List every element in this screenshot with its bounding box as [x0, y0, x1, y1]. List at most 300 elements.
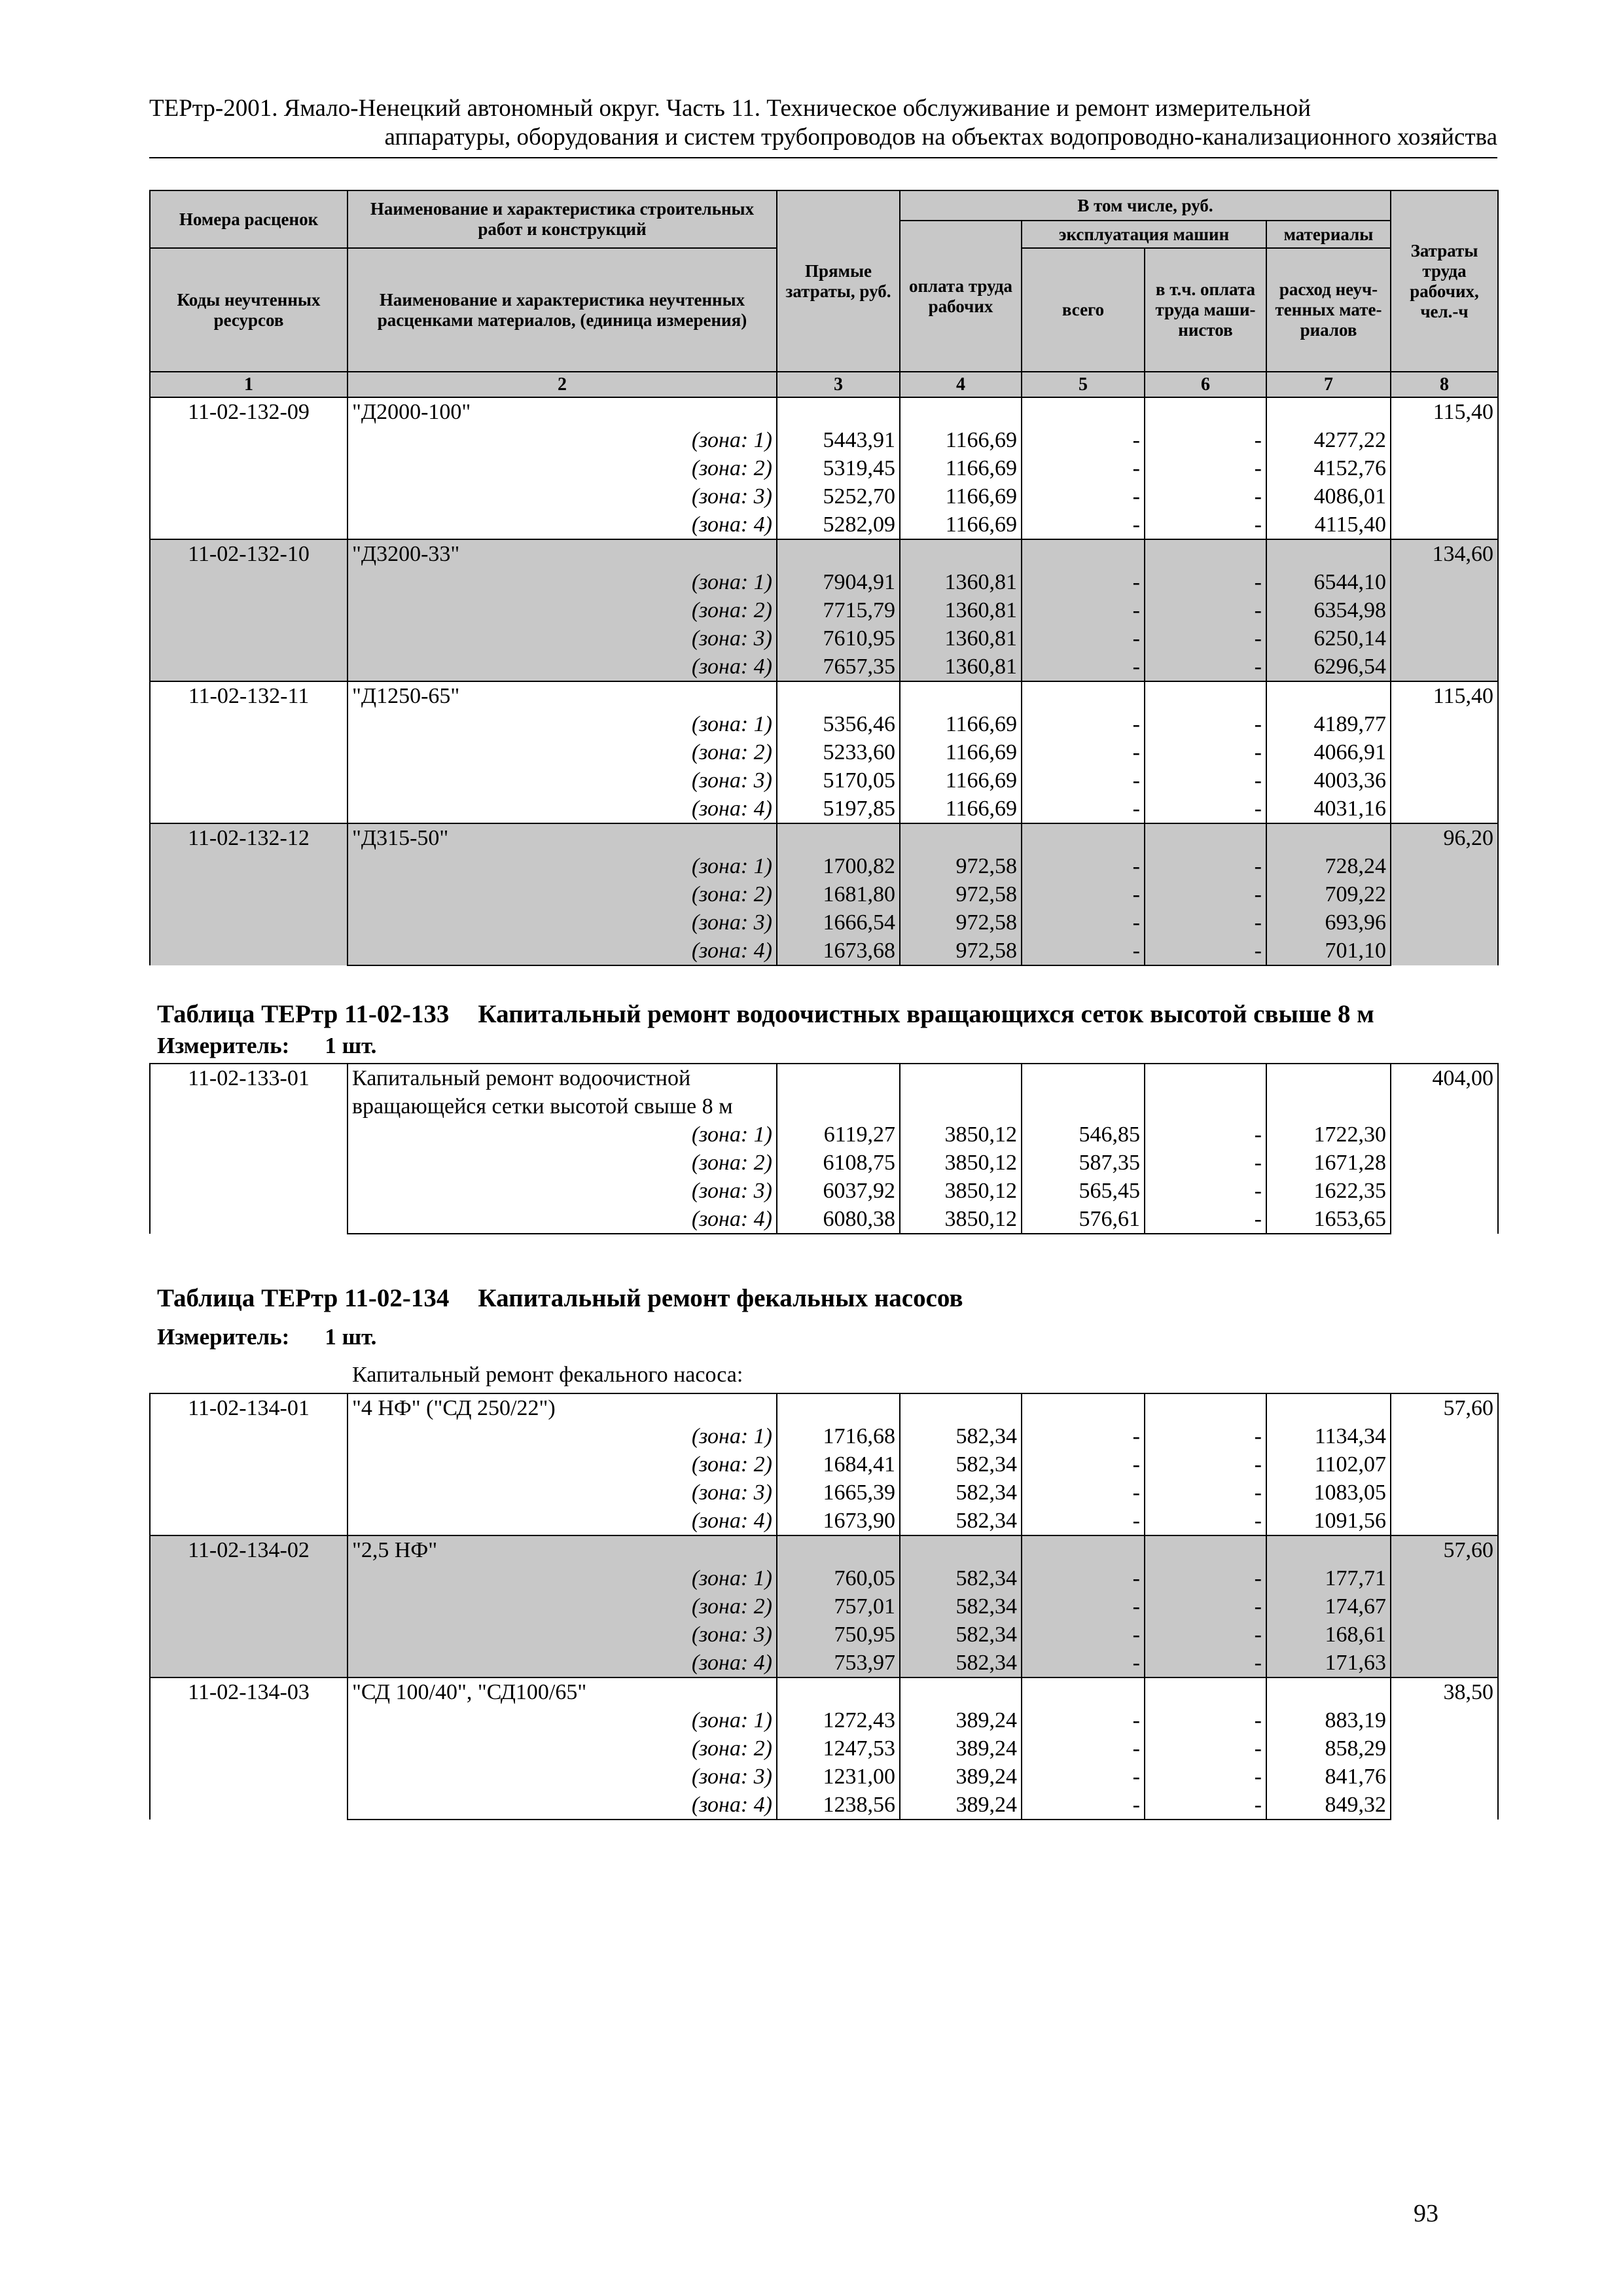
direct-costs: 1247,53	[777, 1734, 900, 1763]
machines-total: 546,85	[1022, 1121, 1145, 1149]
direct-costs: 1673,68	[777, 937, 900, 965]
direct-costs: 1684,41	[777, 1450, 900, 1479]
empty-cell	[777, 539, 900, 568]
direct-costs: 6119,27	[777, 1121, 900, 1149]
column-number: 2	[348, 372, 777, 397]
machinists-pay: -	[1145, 1621, 1266, 1649]
table-row	[150, 710, 1498, 738]
table-row	[150, 908, 1498, 937]
unaccounted-materials: 4277,22	[1266, 426, 1391, 454]
labor-pay: 1360,81	[900, 568, 1022, 596]
labor-pay: 972,58	[900, 852, 1022, 880]
empty-cell	[1145, 1677, 1266, 1706]
empty-cell	[1022, 397, 1145, 426]
rate-name: "2,5 НФ"	[348, 1535, 777, 1564]
table-row	[150, 482, 1498, 511]
table-row	[150, 1706, 1498, 1734]
direct-costs: 5170,05	[777, 766, 900, 795]
unaccounted-materials: 841,76	[1266, 1763, 1391, 1791]
empty-cell	[1266, 823, 1391, 852]
table-row	[150, 397, 1498, 426]
machinists-pay: -	[1145, 766, 1266, 795]
header-materials: материалы	[1266, 221, 1391, 248]
empty-cell	[900, 681, 1022, 710]
table-row	[150, 1450, 1498, 1479]
header-rate-numbers: Номера расценок	[150, 190, 348, 248]
labor-pay: 582,34	[900, 1507, 1022, 1535]
labor-pay: 582,34	[900, 1564, 1022, 1592]
table-134-title	[157, 1283, 963, 1314]
unaccounted-materials: 168,61	[1266, 1621, 1391, 1649]
unaccounted-materials: 4152,76	[1266, 454, 1391, 482]
table-row	[150, 1564, 1498, 1592]
rate-code: 11-02-134-03	[150, 1677, 348, 1820]
table-134-intro: Капитальный ремонт фекального насоса:	[352, 1363, 743, 1387]
labor-pay: 1166,69	[900, 738, 1022, 766]
table-133-measure	[157, 1032, 376, 1060]
header-work-name: Наименование и характеристика строительных работ и конструкций	[348, 190, 777, 248]
table-row	[150, 823, 1498, 852]
unaccounted-materials: 1083,05	[1266, 1479, 1391, 1507]
labor-pay: 1166,69	[900, 710, 1022, 738]
machinists-pay: -	[1145, 624, 1266, 653]
rate-code: 11-02-132-10	[150, 539, 348, 681]
unaccounted-materials: 883,19	[1266, 1706, 1391, 1734]
machinists-pay: -	[1145, 908, 1266, 937]
empty-cell	[900, 1393, 1022, 1422]
header-including: В том числе, руб.	[900, 190, 1391, 221]
header-line-2: аппаратуры, оборудования и систем трубопроводов на объектах водопроводно-канализационного хозяйства	[384, 124, 1497, 151]
zone-label: (зона: 3)	[348, 482, 777, 511]
table-row	[150, 880, 1498, 908]
direct-costs: 7610,95	[777, 624, 900, 653]
direct-costs: 5252,70	[777, 482, 900, 511]
table-row	[150, 1205, 1498, 1234]
rate-name: "Д315-50"	[348, 823, 777, 852]
table-row	[150, 937, 1498, 965]
header-machines-total: всего	[1022, 248, 1145, 372]
direct-costs: 750,95	[777, 1621, 900, 1649]
machinists-pay: -	[1145, 511, 1266, 539]
table-row	[150, 1177, 1498, 1205]
direct-costs: 5197,85	[777, 795, 900, 823]
rates-table-133	[149, 1063, 1499, 1234]
empty-cell	[1266, 1064, 1391, 1121]
header-machinists-pay: в т.ч. оплата труда маши-нистов	[1145, 248, 1266, 372]
header-line-1: ТЕРтр-2001. Ямало-Ненецкий автономный округ. Часть 11. Техническое обслуживание и ремонт измерительной	[149, 95, 1311, 122]
direct-costs: 6108,75	[777, 1149, 900, 1177]
machinists-pay: -	[1145, 1422, 1266, 1450]
header-rule	[149, 157, 1497, 158]
zone-label: (зона: 4)	[348, 795, 777, 823]
labor-hours: 38,50	[1391, 1677, 1498, 1820]
rate-name: Капитальный ремонт водоочистной вращающейся сетки высотой свыше 8 м	[348, 1064, 777, 1121]
table-row	[150, 1479, 1498, 1507]
labor-pay: 1360,81	[900, 653, 1022, 681]
rates-table-132	[149, 190, 1499, 966]
machines-total: -	[1022, 624, 1145, 653]
unaccounted-materials: 6354,98	[1266, 596, 1391, 624]
labor-pay: 1360,81	[900, 596, 1022, 624]
labor-pay: 1360,81	[900, 624, 1022, 653]
labor-pay: 972,58	[900, 880, 1022, 908]
machines-total: -	[1022, 511, 1145, 539]
machinists-pay: -	[1145, 852, 1266, 880]
direct-costs: 1716,68	[777, 1422, 900, 1450]
machines-total: 565,45	[1022, 1177, 1145, 1205]
machinists-pay: -	[1145, 596, 1266, 624]
unaccounted-materials: 1653,65	[1266, 1205, 1391, 1234]
empty-cell	[1145, 539, 1266, 568]
machines-total: -	[1022, 1450, 1145, 1479]
empty-cell	[900, 1677, 1022, 1706]
table-row	[150, 1621, 1498, 1649]
labor-hours: 134,60	[1391, 539, 1498, 681]
measure-value: 1 шт.	[325, 1324, 377, 1350]
empty-cell	[1145, 1535, 1266, 1564]
empty-cell	[1266, 1393, 1391, 1422]
labor-pay: 3850,12	[900, 1121, 1022, 1149]
zone-label: (зона: 1)	[348, 1422, 777, 1450]
direct-costs: 1681,80	[777, 880, 900, 908]
unaccounted-materials: 849,32	[1266, 1791, 1391, 1820]
unaccounted-materials: 174,67	[1266, 1592, 1391, 1621]
table-row	[150, 1507, 1498, 1535]
machinists-pay: -	[1145, 568, 1266, 596]
column-number: 6	[1145, 372, 1266, 397]
unaccounted-materials: 1102,07	[1266, 1450, 1391, 1479]
rates-table-134	[149, 1393, 1499, 1820]
empty-cell	[1022, 823, 1145, 852]
direct-costs: 5233,60	[777, 738, 900, 766]
rate-name: "СД 100/40", "СД100/65"	[348, 1677, 777, 1706]
direct-costs: 6080,38	[777, 1205, 900, 1234]
empty-cell	[1022, 539, 1145, 568]
labor-pay: 582,34	[900, 1450, 1022, 1479]
column-number: 4	[900, 372, 1022, 397]
labor-hours: 115,40	[1391, 397, 1498, 539]
direct-costs: 1665,39	[777, 1479, 900, 1507]
machinists-pay: -	[1145, 1791, 1266, 1820]
labor-pay: 582,34	[900, 1592, 1022, 1621]
machines-total: -	[1022, 908, 1145, 937]
machines-total: -	[1022, 1422, 1145, 1450]
empty-cell	[777, 1393, 900, 1422]
table-row	[150, 1592, 1498, 1621]
table-133-code: Таблица ТЕРтр 11-02-133	[157, 1000, 450, 1028]
measure-label: Измеритель:	[157, 1324, 290, 1350]
labor-pay: 972,58	[900, 908, 1022, 937]
unaccounted-materials: 4189,77	[1266, 710, 1391, 738]
table-134-code: Таблица ТЕРтр 11-02-134	[157, 1284, 450, 1312]
machines-total: 587,35	[1022, 1149, 1145, 1177]
machines-total: -	[1022, 482, 1145, 511]
machines-total: -	[1022, 852, 1145, 880]
machines-total: -	[1022, 766, 1145, 795]
table-row	[150, 738, 1498, 766]
unaccounted-materials: 6296,54	[1266, 653, 1391, 681]
unaccounted-materials: 6250,14	[1266, 624, 1391, 653]
zone-label: (зона: 2)	[348, 1734, 777, 1763]
machinists-pay: -	[1145, 454, 1266, 482]
empty-cell	[777, 1535, 900, 1564]
labor-hours: 404,00	[1391, 1064, 1498, 1234]
direct-costs: 760,05	[777, 1564, 900, 1592]
zone-label: (зона: 2)	[348, 738, 777, 766]
document-header	[149, 94, 1497, 152]
unaccounted-materials: 693,96	[1266, 908, 1391, 937]
machinists-pay: -	[1145, 1479, 1266, 1507]
empty-cell	[777, 1677, 900, 1706]
header-material-name: Наименование и характеристика неучтенных расценками материалов, (единица измерения)	[348, 248, 777, 372]
direct-costs: 7904,91	[777, 568, 900, 596]
direct-costs: 753,97	[777, 1649, 900, 1677]
rate-code: 11-02-132-12	[150, 823, 348, 965]
machinists-pay: -	[1145, 710, 1266, 738]
machines-total: -	[1022, 1479, 1145, 1507]
table-133-name: Капитальный ремонт водоочистных вращающихся сеток высотой свыше 8 м	[478, 1000, 1374, 1028]
unaccounted-materials: 177,71	[1266, 1564, 1391, 1592]
machinists-pay: -	[1145, 1734, 1266, 1763]
machines-total: -	[1022, 1706, 1145, 1734]
empty-cell	[1145, 1064, 1266, 1121]
machines-total: -	[1022, 795, 1145, 823]
rate-code: 11-02-134-01	[150, 1393, 348, 1535]
empty-cell	[900, 539, 1022, 568]
direct-costs: 5356,46	[777, 710, 900, 738]
machines-total: -	[1022, 653, 1145, 681]
zone-label: (зона: 2)	[348, 454, 777, 482]
rate-name: "4 НФ" ("СД 250/22")	[348, 1393, 777, 1422]
labor-pay: 582,34	[900, 1621, 1022, 1649]
table-row	[150, 568, 1498, 596]
labor-pay: 1166,69	[900, 482, 1022, 511]
unaccounted-materials: 728,24	[1266, 852, 1391, 880]
table-row	[150, 852, 1498, 880]
table-row	[150, 1149, 1498, 1177]
empty-cell	[1145, 1393, 1266, 1422]
direct-costs: 1700,82	[777, 852, 900, 880]
labor-pay: 1166,69	[900, 511, 1022, 539]
column-number: 3	[777, 372, 900, 397]
zone-label: (зона: 1)	[348, 1564, 777, 1592]
zone-label: (зона: 3)	[348, 766, 777, 795]
zone-label: (зона: 3)	[348, 624, 777, 653]
unaccounted-materials: 1091,56	[1266, 1507, 1391, 1535]
machines-total: -	[1022, 1763, 1145, 1791]
zone-label: (зона: 2)	[348, 880, 777, 908]
empty-cell	[900, 1535, 1022, 1564]
machines-total: -	[1022, 1734, 1145, 1763]
unaccounted-materials: 4115,40	[1266, 511, 1391, 539]
zone-label: (зона: 4)	[348, 937, 777, 965]
zone-label: (зона: 4)	[348, 511, 777, 539]
zone-label: (зона: 2)	[348, 1592, 777, 1621]
header-machines: эксплуатация машин	[1022, 221, 1266, 248]
zone-label: (зона: 2)	[348, 1149, 777, 1177]
machinists-pay: -	[1145, 482, 1266, 511]
table-body-134	[150, 1393, 1498, 1820]
header-labor-pay: оплата труда рабочих	[900, 221, 1022, 372]
empty-cell	[1145, 823, 1266, 852]
unaccounted-materials: 4066,91	[1266, 738, 1391, 766]
unaccounted-materials: 1134,34	[1266, 1422, 1391, 1450]
machines-total: -	[1022, 426, 1145, 454]
machinists-pay: -	[1145, 795, 1266, 823]
machinists-pay: -	[1145, 1205, 1266, 1234]
machines-total: 576,61	[1022, 1205, 1145, 1234]
rate-code: 11-02-133-01	[150, 1064, 348, 1234]
table-133-title	[157, 999, 1374, 1030]
table-row	[150, 539, 1498, 568]
machinists-pay: -	[1145, 1121, 1266, 1149]
zone-label: (зона: 1)	[348, 426, 777, 454]
labor-pay: 389,24	[900, 1706, 1022, 1734]
direct-costs: 5443,91	[777, 426, 900, 454]
machines-total: -	[1022, 1592, 1145, 1621]
header-unaccounted-materials: расход неуч-тенных мате-риалов	[1266, 248, 1391, 372]
table-row	[150, 653, 1498, 681]
table-row	[150, 454, 1498, 482]
unaccounted-materials: 1622,35	[1266, 1177, 1391, 1205]
table-row	[150, 596, 1498, 624]
direct-costs: 1666,54	[777, 908, 900, 937]
machines-total: -	[1022, 1564, 1145, 1592]
labor-hours: 96,20	[1391, 823, 1498, 965]
direct-costs: 1673,90	[777, 1507, 900, 1535]
zone-label: (зона: 1)	[348, 710, 777, 738]
zone-label: (зона: 3)	[348, 908, 777, 937]
zone-label: (зона: 2)	[348, 1450, 777, 1479]
zone-label: (зона: 4)	[348, 1649, 777, 1677]
zone-label: (зона: 4)	[348, 653, 777, 681]
machines-total: -	[1022, 454, 1145, 482]
labor-pay: 582,34	[900, 1479, 1022, 1507]
machinists-pay: -	[1145, 426, 1266, 454]
zone-label: (зона: 2)	[348, 596, 777, 624]
labor-pay: 3850,12	[900, 1177, 1022, 1205]
direct-costs: 1272,43	[777, 1706, 900, 1734]
empty-cell	[1145, 681, 1266, 710]
empty-cell	[900, 397, 1022, 426]
table-row	[150, 766, 1498, 795]
unaccounted-materials: 4003,36	[1266, 766, 1391, 795]
table-row	[150, 795, 1498, 823]
machinists-pay: -	[1145, 1177, 1266, 1205]
table-row	[150, 1649, 1498, 1677]
page-number: 93	[1414, 2200, 1438, 2227]
zone-label: (зона: 4)	[348, 1791, 777, 1820]
direct-costs: 1231,00	[777, 1763, 900, 1791]
labor-hours: 115,40	[1391, 681, 1498, 823]
zone-label: (зона: 4)	[348, 1205, 777, 1234]
labor-pay: 3850,12	[900, 1149, 1022, 1177]
unaccounted-materials: 4086,01	[1266, 482, 1391, 511]
rate-code: 11-02-132-09	[150, 397, 348, 539]
machinists-pay: -	[1145, 1763, 1266, 1791]
direct-costs: 5282,09	[777, 511, 900, 539]
empty-cell	[1022, 1535, 1145, 1564]
labor-pay: 972,58	[900, 937, 1022, 965]
machinists-pay: -	[1145, 1649, 1266, 1677]
labor-hours: 57,60	[1391, 1393, 1498, 1535]
column-number: 5	[1022, 372, 1145, 397]
machinists-pay: -	[1145, 1450, 1266, 1479]
machines-total: -	[1022, 568, 1145, 596]
empty-cell	[1266, 539, 1391, 568]
machinists-pay: -	[1145, 1564, 1266, 1592]
unaccounted-materials: 1671,28	[1266, 1149, 1391, 1177]
zone-label: (зона: 1)	[348, 1121, 777, 1149]
direct-costs: 7657,35	[777, 653, 900, 681]
table-body-133	[150, 1064, 1498, 1234]
machinists-pay: -	[1145, 1706, 1266, 1734]
table-134-name: Капитальный ремонт фекальных насосов	[478, 1284, 963, 1312]
labor-pay: 1166,69	[900, 454, 1022, 482]
measure-label: Измеритель:	[157, 1033, 290, 1058]
machines-total: -	[1022, 738, 1145, 766]
table-row	[150, 681, 1498, 710]
unaccounted-materials: 6544,10	[1266, 568, 1391, 596]
machines-total: -	[1022, 880, 1145, 908]
empty-cell	[1266, 1535, 1391, 1564]
measure-value: 1 шт.	[325, 1033, 377, 1058]
table-header	[150, 190, 1498, 397]
table-row	[150, 1393, 1498, 1422]
empty-cell	[1266, 1677, 1391, 1706]
labor-pay: 582,34	[900, 1649, 1022, 1677]
table-row	[150, 1535, 1498, 1564]
rate-name: "Д2000-100"	[348, 397, 777, 426]
zone-label: (зона: 3)	[348, 1177, 777, 1205]
direct-costs: 7715,79	[777, 596, 900, 624]
machinists-pay: -	[1145, 1592, 1266, 1621]
labor-pay: 1166,69	[900, 426, 1022, 454]
zone-label: (зона: 3)	[348, 1763, 777, 1791]
machinists-pay: -	[1145, 738, 1266, 766]
table-row	[150, 1422, 1498, 1450]
empty-cell	[777, 397, 900, 426]
zone-label: (зона: 4)	[348, 1507, 777, 1535]
machines-total: -	[1022, 1649, 1145, 1677]
column-number: 8	[1391, 372, 1498, 397]
labor-pay: 389,24	[900, 1734, 1022, 1763]
empty-cell	[900, 823, 1022, 852]
zone-label: (зона: 3)	[348, 1621, 777, 1649]
zone-label: (зона: 3)	[348, 1479, 777, 1507]
direct-costs: 1238,56	[777, 1791, 900, 1820]
empty-cell	[900, 1064, 1022, 1121]
zone-label: (зона: 1)	[348, 1706, 777, 1734]
column-number: 1	[150, 372, 348, 397]
rate-name: "Д1250-65"	[348, 681, 777, 710]
direct-costs: 6037,92	[777, 1177, 900, 1205]
labor-pay: 389,24	[900, 1763, 1022, 1791]
empty-cell	[1022, 1393, 1145, 1422]
header-labor-hours: Затраты труда рабочих, чел.-ч	[1391, 190, 1498, 372]
table-134-measure	[157, 1323, 376, 1351]
header-resource-codes: Коды неучтенных ресурсов	[150, 248, 348, 372]
machines-total: -	[1022, 1507, 1145, 1535]
labor-pay: 582,34	[900, 1422, 1022, 1450]
empty-cell	[777, 681, 900, 710]
unaccounted-materials: 4031,16	[1266, 795, 1391, 823]
machines-total: -	[1022, 710, 1145, 738]
rate-code: 11-02-132-11	[150, 681, 348, 823]
zone-label: (зона: 1)	[348, 852, 777, 880]
table-row	[150, 1763, 1498, 1791]
column-number: 7	[1266, 372, 1391, 397]
